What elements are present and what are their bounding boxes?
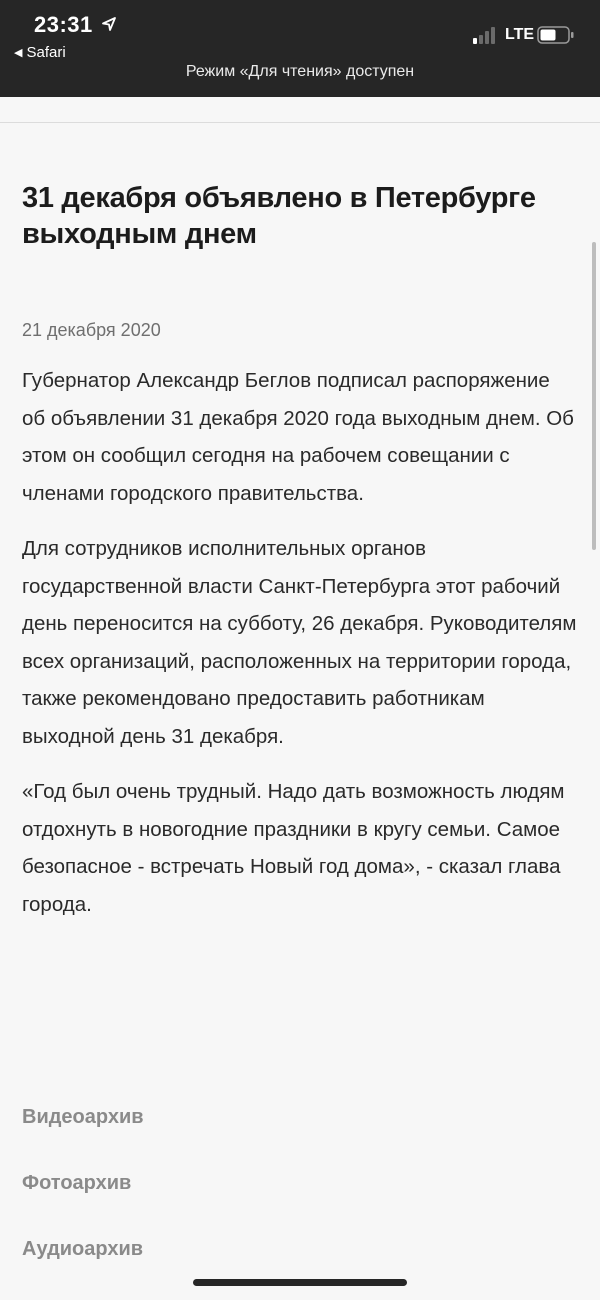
article-paragraph: Для сотрудников исполнительных органов государственной власти Санкт-Петербурга этот рабочий день переносится на субботу, 26 декабря. Руководителям всех организаций, расположенных на территории города, также рекомендовано предоставить работникам выходной день 31 декабря. — [22, 537, 577, 748]
home-indicator[interactable] — [193, 1279, 407, 1286]
article-paragraph: «Год был очень трудный. Надо дать возможность людям отдохнуть в новогодние праздники в кругу семьи. Самое безопасное - встречать Новый год дома», - сказал глава города. — [22, 780, 565, 916]
scrollbar[interactable] — [592, 242, 596, 550]
status-time: 23:31 — [34, 12, 93, 37]
network-type: LTE — [505, 26, 535, 43]
footer-links — [22, 1102, 422, 1300]
reader-mode-banner[interactable]: Режим «Для чтения» доступен — [185, 63, 415, 80]
status-bar — [0, 0, 600, 97]
footer-link-photo-archive[interactable]: Фотоархив — [22, 1172, 132, 1194]
article-date: 21 декабря 2020 — [22, 320, 161, 340]
top-divider — [0, 122, 600, 123]
cellular-signal-icon — [473, 26, 499, 44]
back-to-app-button[interactable] — [14, 44, 66, 61]
article — [22, 180, 578, 923]
article-paragraph: Губернатор Александр Беглов подписал распоряжение об объявлении 31 декабря 2020 года выходным днем. Об этом он сообщил сегодня на рабочем совещании с членами городского правительства. — [22, 369, 574, 505]
back-app-label: Safari — [26, 44, 66, 61]
back-arrow-icon: ◀ — [14, 47, 23, 59]
article-title: 31 декабря объявлено в Петербурге выходным днем — [22, 182, 536, 250]
battery-icon — [537, 26, 575, 44]
footer-link-video-archive[interactable]: Видеоархив — [22, 1106, 144, 1128]
footer-link-audio-archive[interactable]: Аудиоархив — [22, 1238, 144, 1260]
location-arrow-icon — [101, 16, 117, 32]
